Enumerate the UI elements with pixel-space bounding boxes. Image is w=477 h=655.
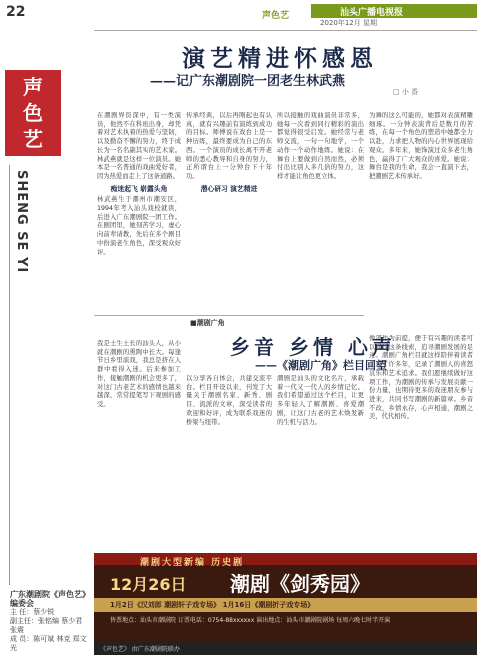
section-name: 声色艺 [262, 11, 290, 21]
article2-subhead: ——《潮剧广角》栏目回望 [255, 359, 387, 372]
article-subhead: ——记广东潮剧院一团老生林武燕 [150, 74, 346, 89]
header-rule [94, 30, 477, 31]
seal-char: 声 [23, 75, 43, 99]
paragraph: 在潮剧界资深中，有一类演员，他然不在科班出身，却凭着对艺术执着的热爱与坚韧，以及勤奋不懈的努力，终于成长为一名名副其实的艺术家。林武燕就是这样一位演员。她本是一名普通的戏曲爱好者，因为热爱而走上了这条道路。 [97, 112, 181, 180]
paragraph: 像部作为前提，便于有兴趣的读者可以通过这条线索，追寻潮剧发展的足迹。潮剧广角栏目就这样陪伴着读者走过了许多年，记录了潮剧人的喜怒哀乐和艺术追求。我们愿继续做好这项工作，为潮剧的传承与发展贡献一份力量，也期待更多的戏迷朋友参与进来，共同书写潮剧的新篇章。乡音不改，乡情永存，心声相通，潮剧之美，代代相传。 [369, 335, 473, 421]
paper-title: 汕头广播电视报 [340, 8, 404, 18]
section-heading: 痴迷起飞 崭露头角 [110, 184, 168, 193]
ad-schedule: 1月2日《汉刘郎 潮剧轩子戏专场》 1月16日《潮剧折子戏专场》 [110, 601, 315, 609]
section-heading: 潜心研习 演艺精进 [200, 184, 258, 193]
editorial-heading: 广东潮剧院《声色艺》编委会 [10, 590, 90, 608]
ad-title: 潮剧《剑秀园》 [230, 572, 370, 596]
article-column [97, 112, 181, 330]
seal-char: 色 [23, 101, 43, 125]
article2-headline: 乡音 乡情 心声 [230, 335, 396, 359]
ad-band-title: 潮剧大型新编 历史剧 [140, 558, 245, 568]
paragraph: 传承经典，以后再刚起也有认真，就有兴趣前有演练到成功的目标。师傅说在戏台上是一种历练，最终要成为自己的东西。一个演员的成长离不开老师的悉心教导和自身的努力，正所谓台上一分钟台下十年功。 [186, 112, 272, 180]
section-seal [5, 70, 61, 156]
ad-info: 售票地点：汕头市潮剧院 订票电话：0754-88xxxxxx 演出地点：汕头市潮剧院剧场 每周六晚七时半开演 [110, 617, 391, 624]
ad-footer-text: 《声色艺》 由广东潮剧院联办 [100, 646, 180, 653]
seal-char: 艺 [23, 127, 43, 151]
editor-line: 成 员：陈可斌 林克 郑文光 [10, 635, 87, 652]
paragraph: 为舞的这么可能的，她都对表演精雕细琢。一分钟表演背后是数月的苦练，在每一个角色的塑造中她都全力以赴，力求把人物的内心世界展现给观众。多年来，她饰演过众多老生角色，赢得了广大观众的喜爱。她说：舞台是我的生命，我会一直演下去，把潮剧艺术传承好。 [369, 112, 473, 180]
article-byline: □ 小 香 [393, 88, 419, 96]
editor-line: 主 任：蔡少锐 [10, 608, 55, 616]
paragraph: 所以接触的戏曲演员非常多，她每一次看到同行精彩的演出都觉得很受启发。她经常与老师交流，一句一句地学，一个动作一个动作地练。她说：在舞台上要做到自然而然，必须付出比别人多几倍的努力，这样才能让角色更立体。 [277, 112, 364, 180]
ad-date: 12月26日 [110, 575, 187, 594]
column-label: ■潮剧广角 [190, 319, 225, 327]
section-english-title: SHENG SE YI [14, 170, 29, 274]
editorial-board [10, 590, 90, 653]
article-headline: 演艺精进怀感恩 [182, 45, 378, 72]
article2-column [186, 375, 272, 545]
paragraph: 林武燕生于潮州市潮安区，1994年考入汕头戏校就读，后进入广东潮剧院一团工作。在剧团里，她刻苦学习，虚心向前辈请教，先后在多个剧目中扮演老生角色，深受观众好评。 [97, 196, 181, 256]
article2-column [369, 335, 473, 545]
paragraph: 我是土生土长的汕头人，从小就在潮剧的熏陶中长大。每逢节日乡里演戏，我总是挤在人群中看得入迷。后来参加工作，接触潮剧的机会更多了，对这门古老艺术的感情也越来越深，常常提笔写下观剧的感受。 [97, 340, 181, 408]
article-column [277, 112, 364, 330]
article-column [369, 112, 473, 330]
editor-line: 副主任：张铭编 蔡少君 张震 [10, 617, 83, 634]
article2-column [97, 340, 181, 535]
paper-date: 2020年12月 星期 [320, 19, 377, 27]
paragraph: 潮剧是汕头的文化名片，承载着一代又一代人的乡情记忆。我们希望通过这个栏目，让更多年轻人了解潮剧、喜爱潮剧，让这门古老的艺术焕发新的生机与活力。 [277, 375, 364, 426]
paragraph: 以分享各自体会，共建交流平台。栏目开设以来，刊发了大量关于潮剧名家、新秀、剧目、流派的文章，深受读者的欢迎和好评，成为联系戏迷的桥梁与纽带。 [186, 375, 272, 426]
section-rule [94, 315, 364, 316]
page-number: 22 [6, 4, 26, 20]
article-column [186, 112, 272, 330]
article2-column [277, 375, 364, 545]
divider [9, 165, 10, 585]
